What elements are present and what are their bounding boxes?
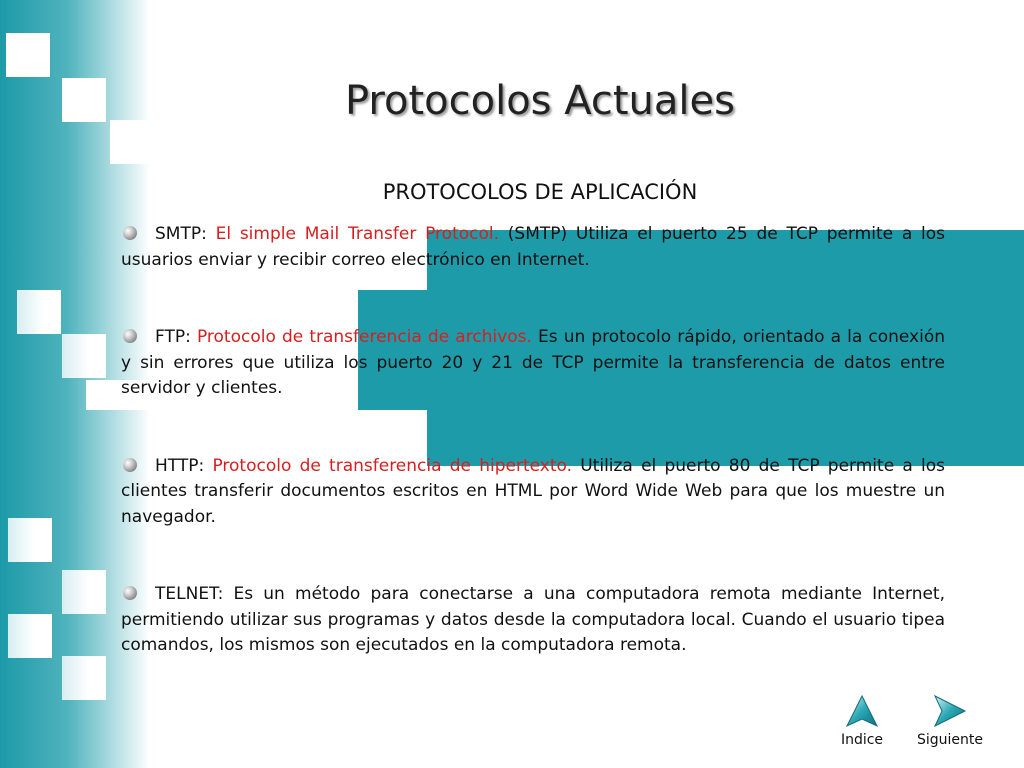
decor-square [8, 518, 52, 562]
index-label[interactable]: Indice [840, 732, 884, 748]
para-rest: Es un protocolo rápido, orientado a la conexión y sin errores que utiliza los puerto 20 y 21 de TCP permite la transferencia de datos entre servidor y clientes. [121, 327, 945, 398]
content-area [121, 222, 945, 659]
para-lead: HTTP: [155, 455, 213, 476]
decor-square [62, 334, 106, 378]
para-rest: Utiliza el puerto 80 de TCP permite a los clientes transferir documentos escritos en HTML por Word Wide Web para que los muestre un navegador. [121, 455, 945, 527]
bullet-icon [123, 458, 137, 472]
decor-square [8, 614, 52, 658]
right-arrow-icon[interactable] [933, 694, 967, 728]
slide-title: Protocolos Actuales [345, 78, 735, 124]
up-arrow-icon[interactable] [845, 694, 879, 728]
bullet-icon [123, 329, 137, 343]
para-lead: TELNET: Es un método para conectarse a una computadora remota mediante Internet, permitiendo utilizar sus programas y datos desde la computadora local. Cuando el usuario tipea comandos, los mismos son ejecutados en la computadora remota. [121, 584, 945, 655]
para-highlight: El simple Mail Transfer Protocol. [215, 224, 500, 244]
bullet-icon [123, 226, 137, 240]
bullet-icon [123, 586, 137, 600]
decor-square [62, 656, 106, 700]
decor-square [110, 120, 154, 164]
para-lead: SMTP: [155, 224, 216, 244]
para-lead: FTP: [155, 327, 197, 347]
para-rest: (SMTP) Utiliza el puerto 25 de TCP permite a los usuarios enviar y recibir correo electrónico en Internet. [121, 224, 945, 270]
para-highlight: Protocolo de transferencia de archivos. [196, 327, 532, 347]
paragraph-ftp [121, 325, 945, 402]
paragraph-telnet [121, 582, 945, 659]
para-highlight: Protocolo de transferencia de hipertexto. [212, 455, 573, 476]
next-label[interactable]: Siguiente [916, 732, 983, 748]
paragraph-http [121, 454, 945, 531]
decor-square [62, 570, 106, 614]
index-nav-button[interactable] [822, 694, 902, 748]
decor-square [17, 290, 61, 334]
decor-square [6, 33, 50, 77]
slide-subtitle: PROTOCOLOS DE APLICACIÓN [382, 180, 698, 204]
next-nav-button[interactable] [910, 694, 990, 748]
paragraph-smtp [121, 222, 945, 273]
